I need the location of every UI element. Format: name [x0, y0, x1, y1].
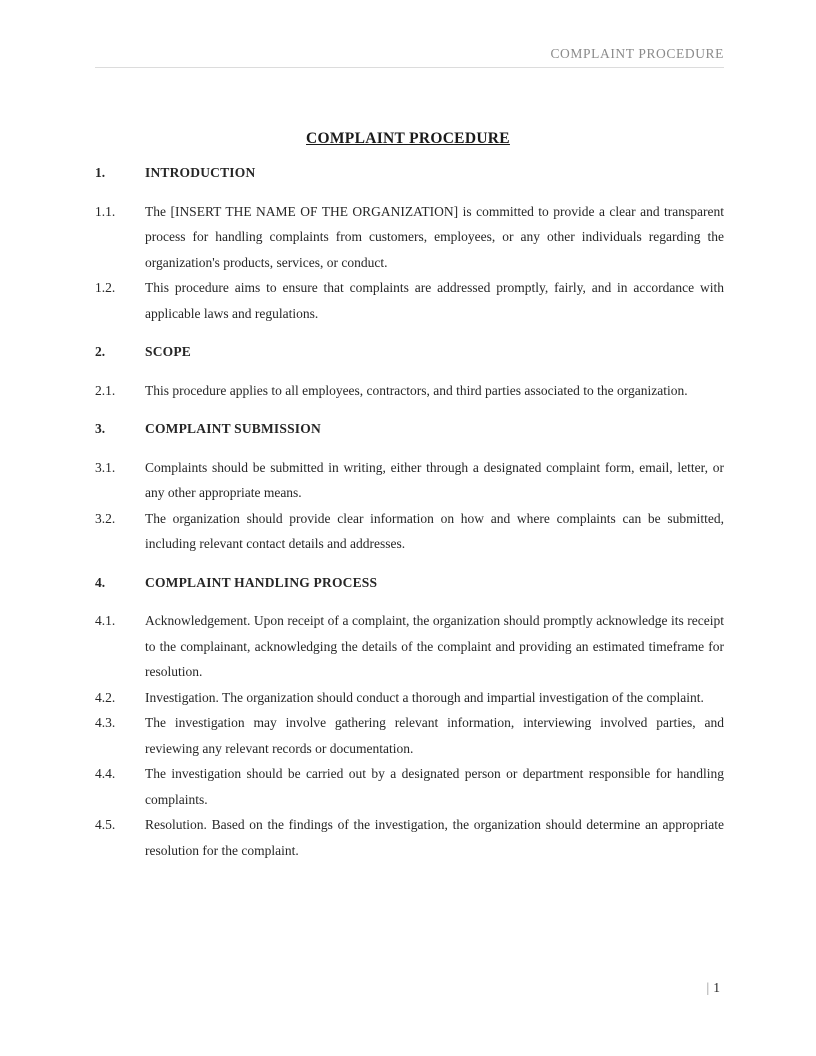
footer-separator: |: [706, 980, 710, 995]
numbered-paragraph: [95, 710, 724, 761]
paragraph-text: Acknowledgement. Upon receipt of a complaint, the organization should promptly acknowledge its receipt to the complainant, acknowledging the details of the complaint and providing an estimated timeframe for resolution.: [145, 613, 724, 679]
section-number: 1.: [95, 165, 106, 180]
section-number: 3.: [95, 421, 106, 436]
paragraph-text: The investigation may involve gathering relevant information, interviewing involved parties, and reviewing any relevant records or documentation.: [145, 715, 724, 756]
paragraph-text: The [INSERT THE NAME OF THE ORGANIZATION] is committed to provide a clear and transparent process for handling complaints from customers, employees, or any other individuals regarding the organization's products, services, or conduct.: [145, 203, 724, 270]
paragraph-number: 4.2.: [95, 689, 116, 705]
section-number: 2.: [95, 344, 106, 359]
document-section: [95, 339, 724, 403]
section-heading: INTRODUCTION: [145, 165, 256, 180]
section-heading: COMPLAINT SUBMISSION: [145, 421, 321, 436]
numbered-paragraph: [95, 506, 724, 557]
section-heading: SCOPE: [145, 344, 192, 359]
section-heading-row: [95, 416, 724, 442]
section-number: 4.: [95, 574, 106, 590]
page-footer: [707, 980, 720, 996]
paragraph-number: 3.1.: [95, 459, 116, 475]
paragraph-text: Resolution. Based on the findings of the investigation, the organization should determine an appropriate resolution for the complaint.: [145, 817, 724, 858]
running-header-text: COMPLAINT PROCEDURE: [550, 46, 724, 61]
paragraph-number: 4.3.: [95, 715, 116, 730]
paragraph-text: The organization should provide clear information on how and where complaints can be submitted, including relevant contact details and addresses.: [145, 510, 724, 551]
numbered-paragraph: [95, 275, 724, 326]
document-title: COMPLAINT PROCEDURE: [306, 130, 510, 147]
paragraph-number: 1.2.: [95, 280, 116, 295]
paragraph-number: 4.4.: [95, 766, 116, 781]
paragraph-number: 4.5.: [95, 817, 116, 832]
paragraph-text: Complaints should be submitted in writing, either through a designated complaint form, email, letter, or any other appropriate means.: [145, 459, 724, 500]
numbered-paragraph: [95, 685, 724, 711]
paragraph-text: The investigation should be carried out by a designated person or department responsible for handling complaints.: [145, 766, 724, 807]
document-section: [95, 570, 724, 864]
paragraph-text: Investigation. The organization should conduct a thorough and impartial investigation of the complaint.: [145, 689, 704, 705]
page-number: 1: [713, 980, 720, 995]
numbered-paragraph: [95, 608, 724, 685]
paragraph-number: 3.2.: [95, 510, 116, 526]
section-heading-row: [95, 570, 724, 596]
document-section: [95, 160, 724, 326]
paragraph-number: 4.1.: [95, 613, 116, 628]
section-heading-row: [95, 339, 724, 365]
section-heading-row: [95, 160, 724, 186]
numbered-paragraph: [95, 199, 724, 276]
paragraph-number: 1.1.: [95, 203, 116, 219]
numbered-paragraph: [95, 761, 724, 812]
paragraph-text: This procedure applies to all employees, contractors, and third parties associated to the organization.: [145, 382, 688, 398]
paragraph-number: 2.1.: [95, 382, 116, 398]
running-header: [95, 46, 724, 68]
section-heading: COMPLAINT HANDLING PROCESS: [145, 574, 378, 590]
numbered-paragraph: [95, 455, 724, 506]
numbered-paragraph: [95, 812, 724, 863]
numbered-paragraph: [95, 378, 724, 404]
document-body: [95, 147, 724, 863]
document-section: [95, 416, 724, 557]
paragraph-text: This procedure aims to ensure that complaints are addressed promptly, fairly, and in accordance with applicable laws and regulations.: [145, 280, 724, 321]
